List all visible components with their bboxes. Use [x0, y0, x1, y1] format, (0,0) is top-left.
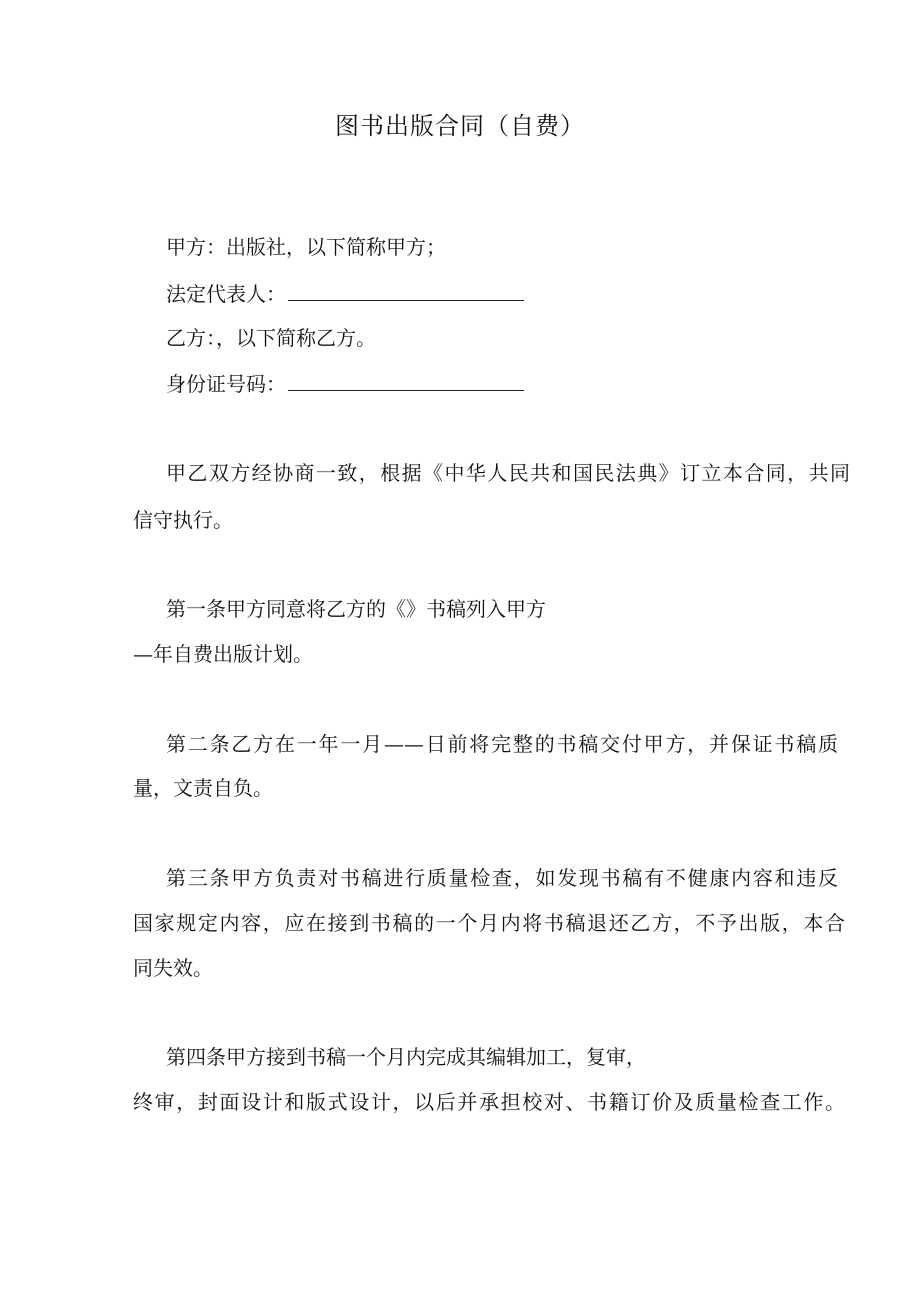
article-4-line-2: 终审，封面设计和版式设计，以后并承担校对、书籍订价及质量检查工作。	[133, 1090, 845, 1114]
id-number-line	[166, 368, 524, 397]
preamble-line-2: 信守执行。	[133, 508, 233, 532]
id-number-blank	[288, 372, 524, 391]
legal-representative-line	[166, 278, 524, 307]
article-3-line-3: 同失效。	[133, 956, 213, 980]
article-1-line-2: —年自费出版计划。	[133, 642, 313, 666]
article-2-line-1: 第二条乙方在一年一月——日前将完整的书稿交付甲方，并保证书稿质	[166, 732, 838, 756]
id-number-label: 身份证号码：	[166, 372, 286, 396]
article-4-line-1: 第四条甲方接到书稿一个月内完成其编辑加工，复审，	[166, 1045, 646, 1069]
preamble-line-1: 甲乙双方经协商一致，根据《中华人民共和国民法典》订立本合同，共同	[166, 461, 850, 485]
party-a-line: 甲方：出版社，以下简称甲方；	[166, 235, 446, 259]
article-3-line-1: 第三条甲方负责对书稿进行质量检查，如发现书稿有不健康内容和违反	[166, 866, 838, 890]
article-1-line-1: 第一条甲方同意将乙方的《》书稿列入甲方	[166, 597, 546, 621]
legal-representative-blank	[288, 282, 524, 301]
article-3-line-2: 国家规定内容，应在接到书稿的一个月内将书稿退还乙方，不予出版，本合	[133, 911, 845, 935]
party-b-line: 乙方：，以下简称乙方。	[166, 326, 376, 350]
article-2-line-2: 量，文责自负。	[133, 776, 273, 800]
document-title: 图书出版合同（自费）	[335, 112, 585, 140]
legal-representative-label: 法定代表人：	[166, 282, 286, 306]
